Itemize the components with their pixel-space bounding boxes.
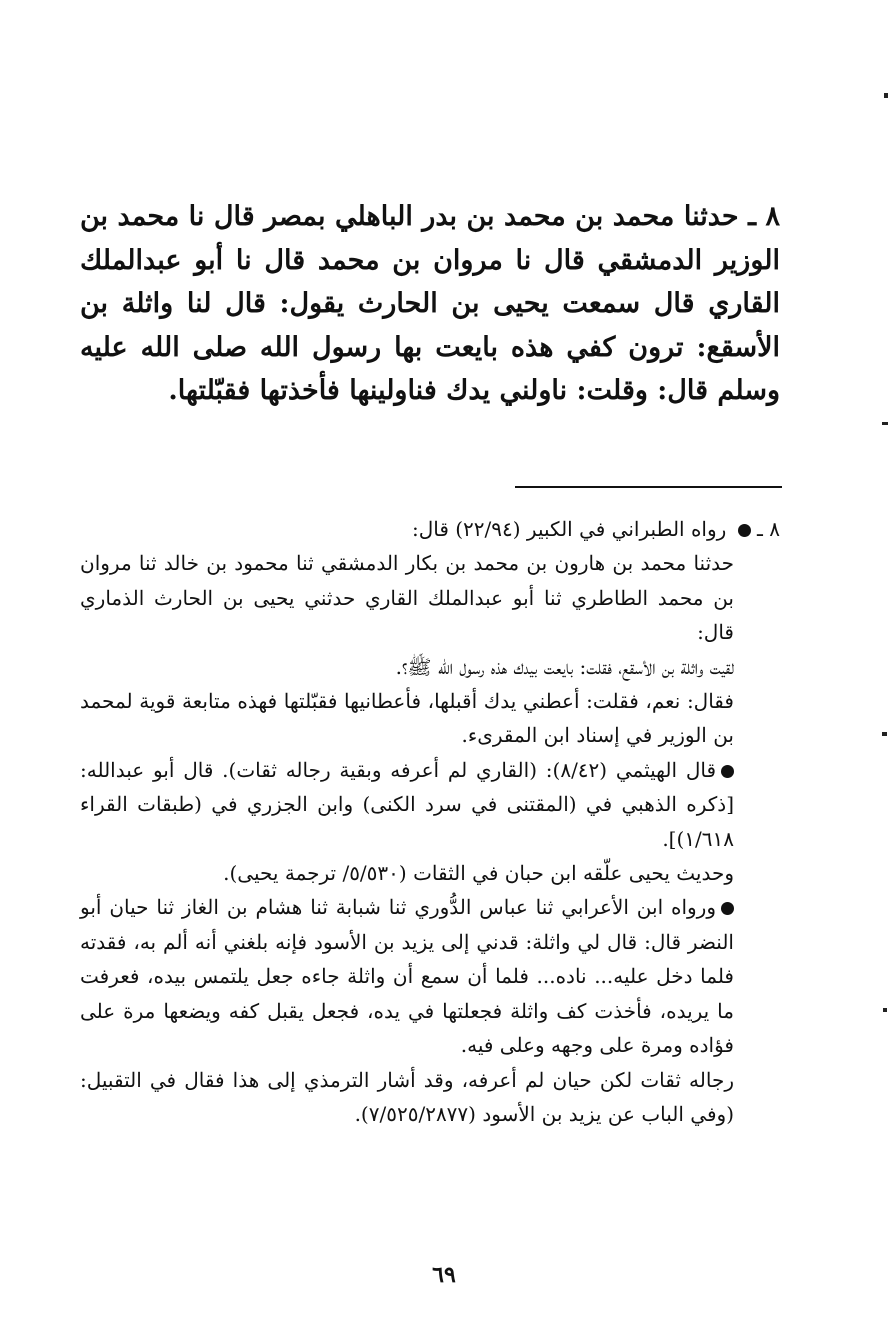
footnote-separator [515,486,782,488]
bullet-icon [721,765,734,778]
footnote-ibn-arabi-text: ورواه ابن الأعرابي ثنا عباس الدُّوري ثنا شبابة ثنا هشام بن الغاز ثنا حيان أبو النضر قال: قال لي واثلة: قدني إلى يزيد بن الأسود فإنه بلغني أنه ألم به، فقدته فلما دخل عليه... ناده... فلما أن سمع أن واثلة جاءه جعل يلتمس بيده، فعرفت ما يريده، فأخذت كف واثلة فجعلتها في يده، فجعل يقبل كفه ويضعها مرة على فؤاده ومرة على وجهه وعلى فيه. [80,895,734,1058]
footnote-number: ٨ ـ [757,517,780,541]
footnote-reply-text: فقال: نعم، فقلت: أعطني يدك أقبلها، فأعطانيها فقبّلتها فهذه متابعة قوية لمحمد بن الوزير في إسناد ابن المقرىء. [80,689,734,748]
bullet-icon [738,524,751,537]
footnote-haythami-text: قال الهيثمي (٨/٤٢): (القاري لم أعرفه وبقية رجاله ثقات). قال أبو عبدالله: [ذكره الذهبي في (المقتنى في سرد الكنى) وابن الجزري في (طبقات القراء ١/٦١٨)]. [80,757,734,851]
footnote-quote-line: لقيت واثلة بن الأسقع، فقلت: بايعت بيدك هذه رسول الله ﷺ؟. [395,654,734,679]
footnote-tirmidhi-text: رجاله ثقات لكن حيان لم أعرفه، وقد أشار الترمذي إلى هذا فقال في التقبيل: (وفي الباب عن يزيد بن الأسود (٧/٥٢٥/٢٨٧٧). [80,1067,734,1126]
scan-mark [883,1008,887,1012]
scan-mark [882,422,888,425]
scan-mark [884,93,888,98]
footnotes [80,512,780,1131]
footnote-heading [80,512,780,546]
footnote-chain-text: حدثنا محمد بن هارون بن محمد بن بكار الدمشقي ثنا محمود بن خالد ثنا مروان بن محمد الطاطري ثنا أبو عبدالملك القاري حدثني يحيى بن الحارث الذماري قال: [80,551,734,645]
main-hadith-paragraph: ٨ ـ حدثنا محمد بن محمد بن بدر الباهلي بمصر قال نا محمد بن الوزير الدمشقي قال نا مروان بن محمد قال نا أبو عبدالملك القاري قال سمعت يحيى بن الحارث يقول: قال لنا واثلة بن الأسقع: ترون كفي هذه بايعت بها رسول الله صلى الله عليه وسلم قال: وقلت: ناولني يدك فناولينها فأخذتها فقبّلتها. [80,201,780,406]
page-number: ٦٩ [432,1262,456,1288]
scan-mark [882,732,887,736]
footnote-ibn-hibban-text: وحديث يحيى علّقه ابن حبان في الثقات (٥/٥٣٠/ ترجمة يحيى). [223,861,734,886]
footnote-heading-text: رواه الطبراني في الكبير (٢٢/٩٤) قال: [411,517,727,541]
bullet-icon [721,902,734,915]
